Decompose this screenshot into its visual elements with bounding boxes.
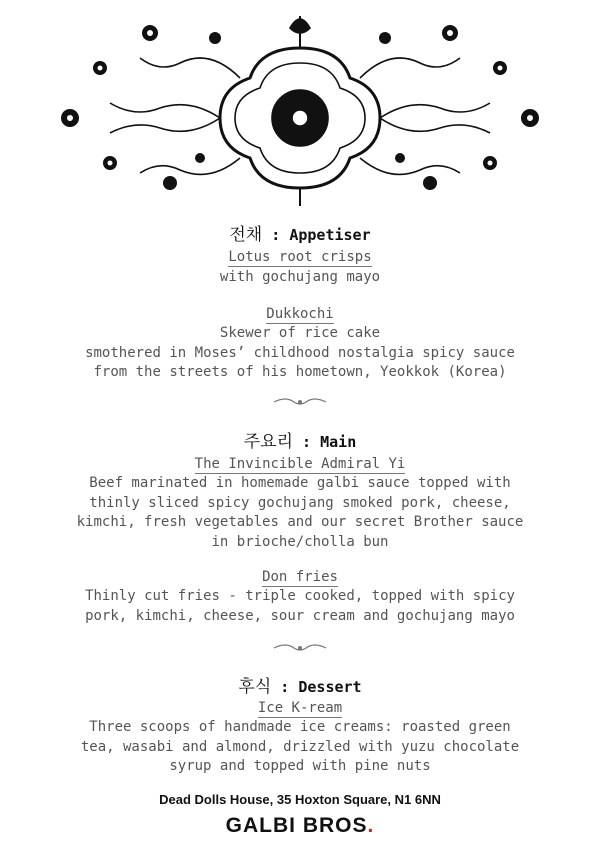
- menu-item-name: The Invincible Admiral Yi: [194, 456, 406, 472]
- section-title-separator: :: [271, 678, 299, 696]
- section-title-korean: 후식: [238, 677, 272, 697]
- menu-item-name: Dukkochi: [266, 306, 334, 322]
- venue-address: Dead Dolls House, 35 Hoxton Square, N1 6NN: [159, 792, 441, 807]
- section-title-appetiser: [0, 220, 600, 245]
- section-title-main: [0, 427, 600, 452]
- section-title-korean: 전채: [229, 225, 263, 245]
- decorative-ornament: [40, 8, 560, 208]
- menu-item-name: Don fries: [262, 569, 338, 585]
- brand-logo: [0, 814, 600, 838]
- menu-item-name: Lotus root crisps: [228, 249, 372, 265]
- section-title-english: Dessert: [298, 678, 362, 696]
- section-title-english: Main: [320, 433, 357, 451]
- section-title-korean: 주요리: [243, 432, 294, 452]
- brand-dot: .: [367, 814, 375, 837]
- section-title-separator: :: [293, 433, 321, 451]
- menu-item-description: Three scoops of handmade ice creams: roasted green tea, wasabi and almond, drizzled with yuzu chocolate syrup and topped with pine nuts: [80, 719, 520, 774]
- divider-flourish: [272, 642, 328, 654]
- menu-item-description: Skewer of rice cake smothered in Moses’ childhood nostalgia spicy sauce from the streets of his hometown, Yeokkok (Korea): [85, 325, 515, 380]
- divider-flourish: [272, 396, 328, 408]
- brand-name: GALBI BROS: [225, 814, 368, 837]
- menu-item-description: with gochujang mayo: [219, 269, 381, 285]
- section-title-dessert: [0, 672, 600, 697]
- section-title-english: Appetiser: [289, 226, 371, 244]
- menu-item-description: Thinly cut fries - triple cooked, topped with spicy pork, kimchi, cheese, sour cream and gochujang mayo: [85, 588, 515, 624]
- section-title-separator: :: [262, 226, 290, 244]
- menu-item-name: Ice K-ream: [257, 700, 343, 716]
- menu-item-description: Beef marinated in homemade galbi sauce topped with thinly sliced spicy gochujang smoked pork, cheese, kimchi, fresh vegetables and our secret Brother sauce in brioche/cholla bun: [76, 475, 524, 550]
